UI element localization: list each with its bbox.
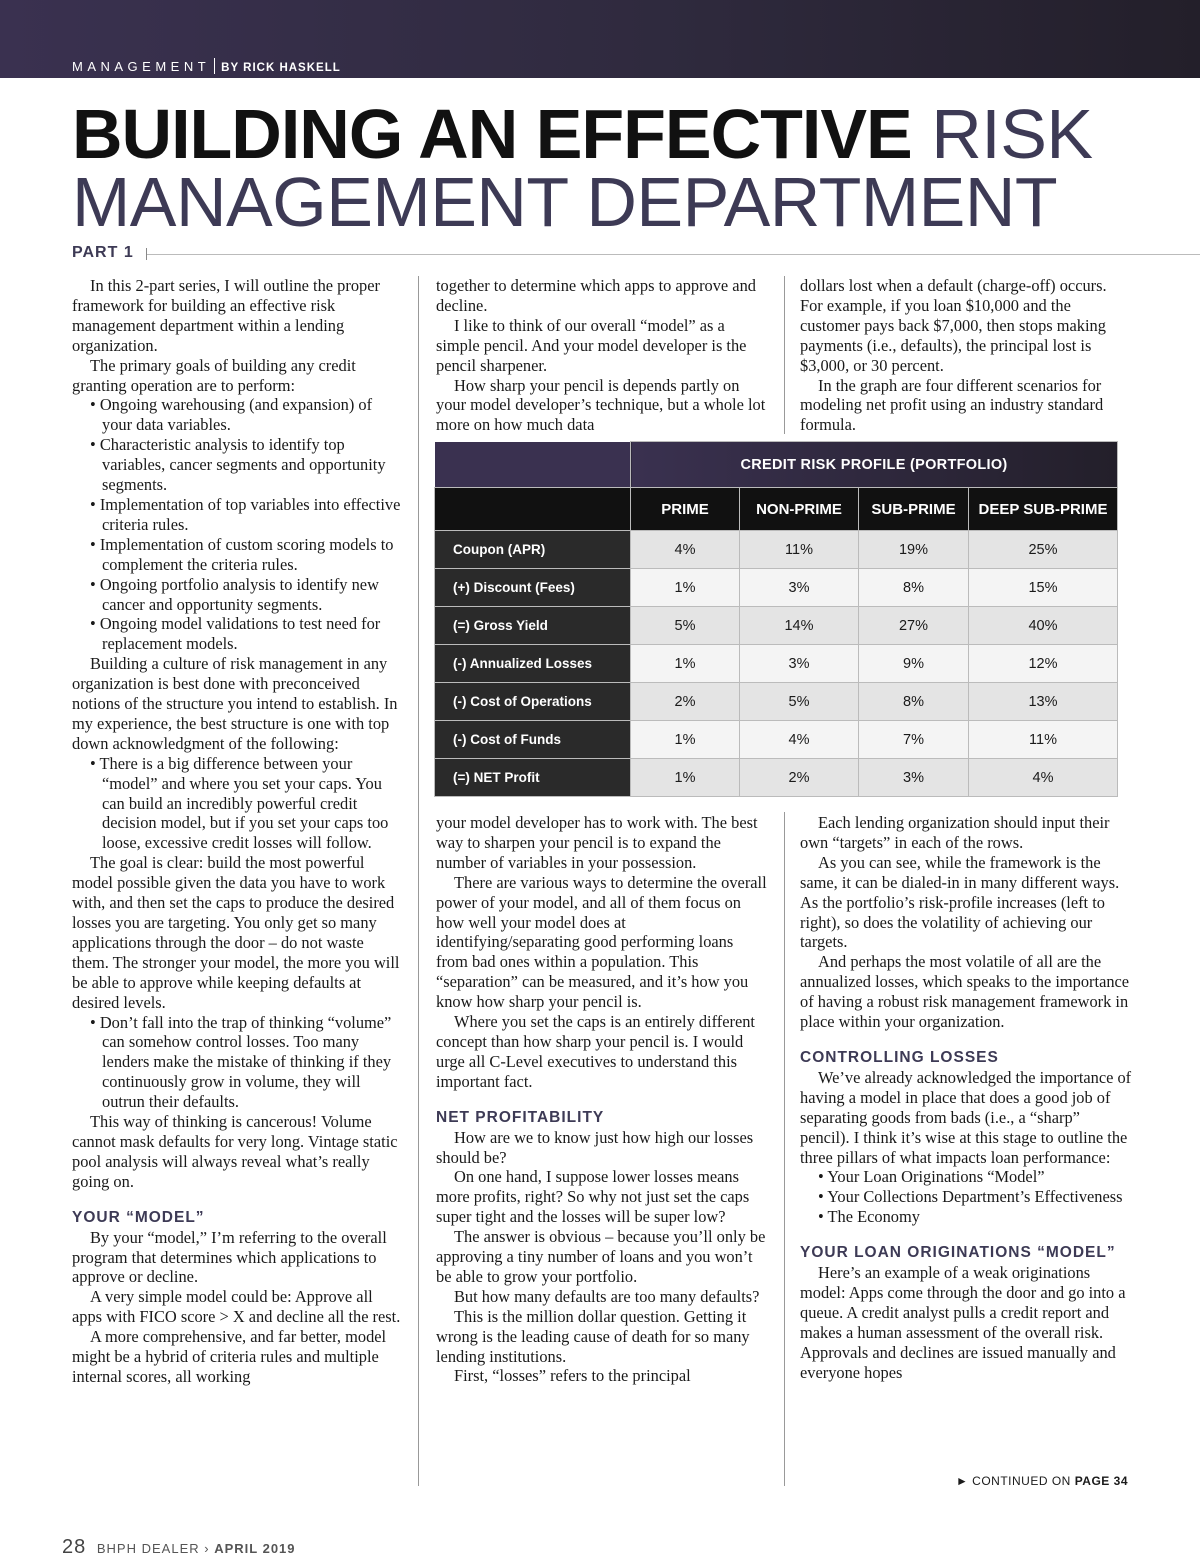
- paragraph: This is the million dollar question. Getting it wrong is the leading cause of death for so many lending institutions.: [436, 1306, 750, 1366]
- paragraph: The goal is clear: build the most powerful model possible given the data you have to work with, and then set the caps to produce the desired losses you are targeting. You only get so many applications through the door – do not waste them. The stronger your model, the more you will be able to approve while keeping defaults at desired levels.: [72, 853, 400, 1012]
- paragraph: dollars lost when a default (charge-off) occurs. For example, if you loan $10,000 and the customer pays back $7,000, then stops making payments (i.e., defaults), the principal lost is $3,000, or 30 percent.: [800, 276, 1107, 375]
- paragraph: We’ve already acknowledged the importance of having a model in place that does a good job of separating goods from bads (i.e., a “sharp” pencil). I think it’s wise at this stage to outline the three pillars of what impacts loan performance:: [800, 1067, 1132, 1167]
- title-light-1: RISK: [931, 95, 1093, 173]
- list-item: • Your Loan Originations “Model”: [800, 1167, 1132, 1187]
- table-cell: 5%: [740, 683, 859, 721]
- table-cell: 1%: [631, 721, 740, 759]
- table-cell: 3%: [859, 759, 969, 797]
- table-header-blank: [435, 488, 631, 531]
- table-cell: 19%: [859, 531, 969, 569]
- paragraph: As you can see, while the framework is the same, it can be dialed-in in many different ways. As the portfolio’s risk-profile increases (left to right), so does the volatility of achieving our targets.: [800, 852, 1120, 952]
- table-cell: 11%: [740, 531, 859, 569]
- row-label: (=) NET Profit: [435, 759, 631, 797]
- paragraph: First, “losses” refers to the principal: [454, 1366, 691, 1386]
- paragraph: The answer is obvious – because you’ll only be approving a tiny number of loans and you won’t be able to grow your portfolio.: [436, 1227, 766, 1286]
- table-row: [435, 645, 1118, 683]
- table-cell: 5%: [631, 607, 740, 645]
- goals-list: [72, 395, 402, 654]
- list-item: • There is a big difference between your “model” and where you set your caps. You can build an incredibly powerful credit decision model, but if you set your caps too loose, excessive credit losses will follow.: [72, 754, 402, 854]
- subheading-net-profitability: NET PROFITABILITY: [436, 1108, 605, 1126]
- paragraph: your model developer has to work with. The best way to sharpen your pencil is to expand the number of variables in your possession.: [436, 813, 758, 872]
- table-cell: 2%: [740, 759, 859, 797]
- column-header-deep-sub-prime: DEEP SUB-PRIME: [969, 488, 1118, 531]
- paragraph: Here’s an example of a weak originations model: Apps come through the door and go into a queue. A credit analyst pulls a credit report and makes a human assessment of the overall risk. Approvals and declines are issued manually and everyone hopes: [800, 1263, 1126, 1382]
- column-3-bottom: [800, 813, 1132, 1382]
- continued-label: ► CONTINUED ON: [955, 1474, 1071, 1488]
- column-2-bottom: [436, 813, 768, 1386]
- part-divider: [146, 254, 1200, 255]
- list-item: • Ongoing warehousing (and expansion) of your data variables.: [72, 395, 402, 435]
- paragraph: together to determine which apps to approve and decline.: [436, 276, 756, 315]
- table-row: [435, 607, 1118, 645]
- page-number: 28: [62, 1536, 87, 1558]
- table-cell: 7%: [859, 721, 969, 759]
- column-rule: [784, 812, 785, 1486]
- pillars-list: [800, 1167, 1132, 1227]
- table-cell: 40%: [969, 607, 1118, 645]
- table-cell: 12%: [969, 645, 1118, 683]
- issue-date: APRIL 2019: [214, 1541, 296, 1556]
- publication-name: BHPH DEALER: [96, 1541, 200, 1556]
- paragraph: And perhaps the most volatile of all are the annualized losses, which speaks to the importance of having a robust risk management framework in place within your organization.: [800, 952, 1130, 1032]
- paragraph: In this 2-part series, I will outline the proper framework for building an effective risk management department within a lending organization.: [72, 276, 380, 355]
- paragraph: There are various ways to determine the overall power of your model, and all of them focus on how well your model does at identifying/separating good performing loans from bad ones within a population. This “separation” can be measured, and it’s how you know how sharp your pencil is.: [436, 872, 767, 1012]
- list-item: • Implementation of top variables into effective criteria rules.: [72, 495, 402, 535]
- column-header-prime: PRIME: [631, 488, 740, 531]
- credit-risk-table: [434, 441, 1118, 797]
- table-cell: 13%: [969, 683, 1118, 721]
- table-cell: 27%: [859, 607, 969, 645]
- list-item: • Ongoing portfolio analysis to identify new cancer and opportunity segments.: [72, 575, 402, 615]
- row-label: (-) Cost of Operations: [435, 683, 631, 721]
- article-title: [72, 95, 1172, 241]
- paragraph: Each lending organization should input their own “targets” in each of the rows.: [800, 813, 1110, 852]
- part-label: PART 1: [72, 244, 134, 261]
- column-header-non-prime: NON-PRIME: [740, 488, 859, 531]
- paragraph: A very simple model could be: Approve all apps with FICO score > X and decline all the rest.: [72, 1287, 401, 1327]
- paragraph: How are we to know just how high our losses should be?: [436, 1127, 754, 1167]
- table-cell: 11%: [969, 721, 1118, 759]
- table-cell: 3%: [740, 569, 859, 607]
- table-cell: 8%: [859, 683, 969, 721]
- list-item: • The Economy: [800, 1207, 1132, 1227]
- acknowledgment-list: [72, 754, 402, 854]
- table-cell: 4%: [969, 759, 1118, 797]
- column-rule: [784, 276, 785, 434]
- table-cell: 3%: [740, 645, 859, 683]
- table-cell: 2%: [631, 683, 740, 721]
- page-footer: [62, 1536, 296, 1559]
- list-item: • Implementation of custom scoring models to complement the criteria rules.: [72, 535, 402, 575]
- table-cell: 1%: [631, 645, 740, 683]
- table-row: [435, 759, 1118, 797]
- table-cell: 15%: [969, 569, 1118, 607]
- continued-page-link[interactable]: PAGE 34: [1074, 1474, 1128, 1488]
- section-kicker: [72, 58, 341, 74]
- list-item: • Don’t fall into the trap of thinking “volume” can somehow control losses. Too many lenders make the mistake of thinking if they continuously grow in volume, they will outrun their defaults.: [72, 1013, 402, 1113]
- table-cell: 1%: [631, 759, 740, 797]
- paragraph: But how many defaults are too many defaults?: [454, 1286, 760, 1306]
- row-label: Coupon (APR): [435, 531, 631, 569]
- table-cell: 4%: [740, 721, 859, 759]
- table-title: CREDIT RISK PROFILE (PORTFOLIO): [631, 442, 1118, 488]
- author-byline: BY RICK HASKELL: [221, 62, 341, 74]
- table-row: [435, 683, 1118, 721]
- subheading-your-model: YOUR “MODEL”: [72, 1208, 205, 1226]
- list-item: • Ongoing model validations to test need for replacement models.: [72, 614, 402, 654]
- table-cell: 9%: [859, 645, 969, 683]
- paragraph: I like to think of our overall “model” as a simple pencil. And your model developer is the pencil sharpener.: [436, 315, 747, 375]
- row-label: (+) Discount (Fees): [435, 569, 631, 607]
- continued-note: [956, 1474, 1128, 1488]
- table-cell: 4%: [631, 531, 740, 569]
- paragraph: By your “model,” I’m referring to the overall program that determines which applications to approve or decline.: [72, 1227, 387, 1287]
- table-cell: 8%: [859, 569, 969, 607]
- column-rule: [418, 276, 419, 1486]
- paragraph: This way of thinking is cancerous! Volume cannot mask defaults for very long. Vintage static pool analysis will always reveal what’s really going on.: [72, 1112, 398, 1191]
- paragraph: A more comprehensive, and far better, model might be a hybrid of criteria rules and multiple internal scores, all working: [72, 1327, 387, 1386]
- title-bold: BUILDING AN EFFECTIVE: [72, 95, 912, 173]
- table-title-spacer: [435, 442, 631, 488]
- footer-arrow-icon: ›: [204, 1541, 210, 1556]
- list-item: • Your Collections Department’s Effectiveness: [800, 1187, 1132, 1207]
- paragraph: The primary goals of building any credit granting operation are to perform:: [72, 355, 356, 395]
- paragraph: In the graph are four different scenarios for modeling net profit using an industry standard formula.: [800, 375, 1104, 435]
- row-label: (-) Annualized Losses: [435, 645, 631, 683]
- paragraph: How sharp your pencil is depends partly on your model developer’s technique, but a whole lot more on how much data: [436, 375, 766, 435]
- column-3-top: [800, 276, 1130, 435]
- list-item: • Characteristic analysis to identify top variables, cancer segments and opportunity segments.: [72, 435, 402, 495]
- table-cell: 1%: [631, 569, 740, 607]
- paragraph: Building a culture of risk management in any organization is best done with preconceived notions of the structure you intend to establish. In my experience, the best structure is one with top down acknowledgment of the following:: [72, 654, 398, 753]
- volume-list: [72, 1013, 402, 1113]
- table-row: [435, 531, 1118, 569]
- column-1: [72, 276, 402, 1387]
- column-header-sub-prime: SUB-PRIME: [859, 488, 969, 531]
- row-label: (=) Gross Yield: [435, 607, 631, 645]
- title-light-2: MANAGEMENT DEPARTMENT: [72, 163, 1058, 241]
- subheading-controlling-losses: CONTROLLING LOSSES: [800, 1048, 999, 1066]
- table-row: [435, 569, 1118, 607]
- row-label: (-) Cost of Funds: [435, 721, 631, 759]
- table-row: [435, 721, 1118, 759]
- column-2-top: [436, 276, 768, 435]
- table-cell: 14%: [740, 607, 859, 645]
- kicker-divider: [214, 58, 215, 74]
- paragraph: Where you set the caps is an entirely different concept than how sharp your pencil is. I would urge all C-Level executives to understand this important fact.: [436, 1012, 755, 1091]
- table-cell: 25%: [969, 531, 1118, 569]
- paragraph: On one hand, I suppose lower losses means more profits, right? So why not just set the caps super tight and the losses will be super low?: [436, 1167, 750, 1227]
- section-label: MANAGEMENT: [72, 59, 211, 74]
- subheading-loan-originations: YOUR LOAN ORIGINATIONS “MODEL”: [800, 1244, 1116, 1262]
